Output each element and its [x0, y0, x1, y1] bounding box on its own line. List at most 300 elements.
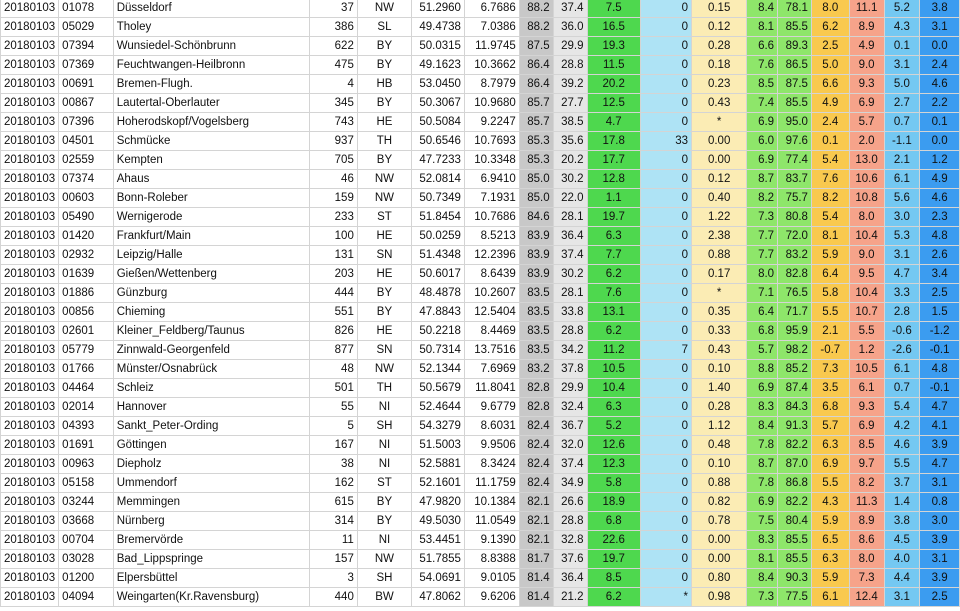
table-row [1, 246, 960, 265]
cell-value-7: 91.3 [778, 417, 812, 436]
cell-date: 20180103 [1, 398, 59, 417]
cell-date: 20180103 [1, 303, 59, 322]
cell-value-3: 17.8 [587, 132, 640, 151]
cell-value-4: 0 [640, 170, 691, 189]
cell-date: 20180103 [1, 531, 59, 550]
cell-value-9: 10.8 [849, 189, 884, 208]
cell-value-2: 36.4 [553, 227, 587, 246]
cell-value-8: 0.1 [811, 132, 849, 151]
cell-value-8: 6.6 [811, 75, 849, 94]
cell-station-name: Sankt_Peter-Ording [113, 417, 310, 436]
cell-station-name: Zinnwald-Georgenfeld [113, 341, 310, 360]
cell-longitude: 13.7516 [464, 341, 519, 360]
cell-value-3: 6.3 [587, 398, 640, 417]
cell-value-11: 3.1 [920, 550, 960, 569]
cell-value-2: 28.8 [553, 56, 587, 75]
cell-elevation: 5 [310, 417, 357, 436]
cell-longitude: 10.3662 [464, 56, 519, 75]
cell-value-3: 1.1 [587, 189, 640, 208]
cell-value-7: 95.0 [778, 113, 812, 132]
table-row [1, 284, 960, 303]
cell-date: 20180103 [1, 569, 59, 588]
cell-value-6: 7.3 [747, 208, 778, 227]
cell-value-8: -0.7 [811, 341, 849, 360]
cell-longitude: 8.8388 [464, 550, 519, 569]
cell-station-id: 02014 [59, 398, 114, 417]
cell-station-id: 01420 [59, 227, 114, 246]
cell-value-3: 12.8 [587, 170, 640, 189]
cell-elevation: 615 [310, 493, 357, 512]
cell-value-4: 7 [640, 341, 691, 360]
cell-latitude: 52.4644 [412, 398, 465, 417]
cell-value-7: 77.5 [778, 588, 812, 607]
cell-value-1: 83.5 [519, 303, 553, 322]
cell-value-9: 10.5 [849, 360, 884, 379]
cell-value-9: 5.5 [849, 322, 884, 341]
cell-longitude: 7.1931 [464, 189, 519, 208]
cell-value-2: 34.9 [553, 474, 587, 493]
cell-state: NW [357, 550, 411, 569]
cell-value-3: 7.5 [587, 0, 640, 18]
cell-value-9: 10.7 [849, 303, 884, 322]
cell-state: BY [357, 37, 411, 56]
cell-value-1: 86.4 [519, 75, 553, 94]
cell-elevation: 743 [310, 113, 357, 132]
cell-date: 20180103 [1, 56, 59, 75]
cell-value-10: 3.1 [884, 56, 920, 75]
cell-latitude: 54.0691 [412, 569, 465, 588]
cell-value-10: 5.2 [884, 0, 920, 18]
cell-state: SH [357, 569, 411, 588]
cell-value-7: 80.4 [778, 512, 812, 531]
cell-station-id: 04501 [59, 132, 114, 151]
cell-value-6: 7.6 [747, 56, 778, 75]
cell-value-10: 5.0 [884, 75, 920, 94]
cell-value-5: 0.00 [692, 550, 747, 569]
cell-value-1: 83.5 [519, 322, 553, 341]
cell-value-8: 8.2 [811, 189, 849, 208]
cell-state: TH [357, 132, 411, 151]
cell-latitude: 50.5084 [412, 113, 465, 132]
cell-state: BY [357, 512, 411, 531]
cell-value-8: 6.8 [811, 398, 849, 417]
table-row [1, 512, 960, 531]
cell-elevation: 167 [310, 436, 357, 455]
cell-value-7: 87.4 [778, 379, 812, 398]
cell-value-3: 20.2 [587, 75, 640, 94]
cell-state: ST [357, 208, 411, 227]
cell-value-5: 0.35 [692, 303, 747, 322]
cell-value-7: 97.6 [778, 132, 812, 151]
cell-value-10: 4.3 [884, 18, 920, 37]
cell-value-6: 5.7 [747, 341, 778, 360]
cell-latitude: 47.9820 [412, 493, 465, 512]
cell-elevation: 937 [310, 132, 357, 151]
cell-value-2: 36.4 [553, 569, 587, 588]
cell-value-6: 6.4 [747, 303, 778, 322]
cell-station-id: 04393 [59, 417, 114, 436]
cell-longitude: 12.2396 [464, 246, 519, 265]
cell-value-3: 6.8 [587, 512, 640, 531]
cell-value-10: 1.4 [884, 493, 920, 512]
table-row [1, 303, 960, 322]
cell-state: BY [357, 151, 411, 170]
cell-value-2: 27.7 [553, 94, 587, 113]
cell-value-5: * [692, 113, 747, 132]
cell-station-name: Ahaus [113, 170, 310, 189]
cell-value-11: 3.9 [920, 569, 960, 588]
cell-state: HE [357, 227, 411, 246]
cell-station-id: 04094 [59, 588, 114, 607]
cell-value-4: 0 [640, 208, 691, 227]
cell-value-5: 0.15 [692, 0, 747, 18]
cell-value-5: 0.80 [692, 569, 747, 588]
cell-value-2: 37.4 [553, 0, 587, 18]
cell-value-5: 1.22 [692, 208, 747, 227]
cell-value-4: 0 [640, 227, 691, 246]
cell-value-11: 3.9 [920, 436, 960, 455]
cell-longitude: 12.5404 [464, 303, 519, 322]
cell-elevation: 345 [310, 94, 357, 113]
cell-value-5: 0.00 [692, 531, 747, 550]
cell-value-10: 0.7 [884, 113, 920, 132]
cell-station-id: 01078 [59, 0, 114, 18]
cell-station-name: Ummendorf [113, 474, 310, 493]
cell-station-name: Wernigerode [113, 208, 310, 227]
cell-value-1: 82.8 [519, 398, 553, 417]
cell-value-8: 6.2 [811, 18, 849, 37]
cell-value-6: 6.9 [747, 113, 778, 132]
cell-station-id: 01639 [59, 265, 114, 284]
cell-elevation: 501 [310, 379, 357, 398]
cell-value-4: 0 [640, 322, 691, 341]
cell-value-4: * [640, 588, 691, 607]
cell-value-6: 7.1 [747, 284, 778, 303]
cell-value-11: 2.6 [920, 246, 960, 265]
cell-value-1: 83.9 [519, 227, 553, 246]
cell-station-name: Schleiz [113, 379, 310, 398]
cell-value-7: 98.2 [778, 341, 812, 360]
cell-value-3: 11.2 [587, 341, 640, 360]
cell-value-4: 0 [640, 417, 691, 436]
cell-value-5: 1.12 [692, 417, 747, 436]
cell-value-7: 87.5 [778, 75, 812, 94]
cell-value-9: 11.1 [849, 0, 884, 18]
cell-station-id: 00856 [59, 303, 114, 322]
cell-elevation: 3 [310, 569, 357, 588]
cell-value-11: 1.5 [920, 303, 960, 322]
cell-value-5: 0.00 [692, 151, 747, 170]
cell-station-id: 01766 [59, 360, 114, 379]
cell-value-6: 6.9 [747, 151, 778, 170]
cell-value-11: -0.1 [920, 379, 960, 398]
cell-longitude: 10.7686 [464, 208, 519, 227]
cell-station-name: Leipzig/Halle [113, 246, 310, 265]
cell-longitude: 11.0549 [464, 512, 519, 531]
cell-station-name: Schmücke [113, 132, 310, 151]
cell-value-9: 12.4 [849, 588, 884, 607]
cell-latitude: 54.3279 [412, 417, 465, 436]
cell-value-8: 2.1 [811, 322, 849, 341]
cell-value-2: 20.2 [553, 151, 587, 170]
cell-station-name: Memmingen [113, 493, 310, 512]
cell-value-2: 30.2 [553, 265, 587, 284]
cell-value-1: 81.4 [519, 588, 553, 607]
cell-value-5: 0.88 [692, 246, 747, 265]
cell-value-10: 3.8 [884, 512, 920, 531]
cell-value-2: 36.7 [553, 417, 587, 436]
cell-value-1: 81.7 [519, 550, 553, 569]
cell-value-5: * [692, 284, 747, 303]
cell-station-name: Nürnberg [113, 512, 310, 531]
table-row [1, 493, 960, 512]
cell-state: NW [357, 0, 411, 18]
cell-value-5: 0.43 [692, 94, 747, 113]
cell-value-7: 72.0 [778, 227, 812, 246]
cell-elevation: 314 [310, 512, 357, 531]
cell-value-1: 83.2 [519, 360, 553, 379]
cell-value-5: 0.48 [692, 436, 747, 455]
cell-value-1: 85.7 [519, 113, 553, 132]
table-row [1, 227, 960, 246]
cell-elevation: 705 [310, 151, 357, 170]
cell-state: NI [357, 455, 411, 474]
cell-elevation: 440 [310, 588, 357, 607]
cell-value-2: 34.2 [553, 341, 587, 360]
cell-value-1: 88.2 [519, 18, 553, 37]
cell-value-2: 37.6 [553, 550, 587, 569]
cell-value-3: 10.4 [587, 379, 640, 398]
cell-value-9: 10.4 [849, 227, 884, 246]
cell-value-9: 8.0 [849, 550, 884, 569]
cell-value-9: 6.1 [849, 379, 884, 398]
cell-value-10: 2.7 [884, 94, 920, 113]
cell-longitude: 10.3348 [464, 151, 519, 170]
table-row [1, 322, 960, 341]
table-row [1, 550, 960, 569]
cell-station-name: Diepholz [113, 455, 310, 474]
cell-latitude: 48.4878 [412, 284, 465, 303]
cell-latitude: 50.5679 [412, 379, 465, 398]
cell-value-1: 82.1 [519, 493, 553, 512]
cell-station-id: 01691 [59, 436, 114, 455]
cell-station-id: 00704 [59, 531, 114, 550]
cell-latitude: 50.2218 [412, 322, 465, 341]
cell-station-name: Düsseldorf [113, 0, 310, 18]
cell-station-id: 01200 [59, 569, 114, 588]
cell-value-11: 3.0 [920, 512, 960, 531]
table-row [1, 455, 960, 474]
cell-longitude: 7.0386 [464, 18, 519, 37]
cell-elevation: 877 [310, 341, 357, 360]
cell-elevation: 203 [310, 265, 357, 284]
cell-value-10: 5.4 [884, 398, 920, 417]
cell-state: SN [357, 246, 411, 265]
cell-value-8: 5.9 [811, 569, 849, 588]
cell-station-id: 07394 [59, 37, 114, 56]
cell-value-6: 6.9 [747, 379, 778, 398]
cell-value-3: 12.3 [587, 455, 640, 474]
cell-longitude: 6.9410 [464, 170, 519, 189]
table-row [1, 170, 960, 189]
cell-value-7: 82.8 [778, 265, 812, 284]
cell-value-10: 5.5 [884, 455, 920, 474]
cell-value-10: 3.7 [884, 474, 920, 493]
cell-latitude: 53.0450 [412, 75, 465, 94]
cell-value-11: 2.4 [920, 56, 960, 75]
cell-value-2: 32.4 [553, 398, 587, 417]
cell-state: SH [357, 417, 411, 436]
cell-value-2: 28.8 [553, 512, 587, 531]
cell-state: SL [357, 18, 411, 37]
cell-value-2: 35.6 [553, 132, 587, 151]
cell-date: 20180103 [1, 379, 59, 398]
cell-elevation: 157 [310, 550, 357, 569]
cell-date: 20180103 [1, 246, 59, 265]
cell-station-name: Gießen/Wettenberg [113, 265, 310, 284]
cell-value-4: 0 [640, 436, 691, 455]
cell-longitude: 11.8041 [464, 379, 519, 398]
table-row [1, 75, 960, 94]
cell-value-4: 0 [640, 94, 691, 113]
cell-elevation: 159 [310, 189, 357, 208]
cell-value-2: 33.8 [553, 303, 587, 322]
cell-state: HB [357, 75, 411, 94]
cell-longitude: 9.1390 [464, 531, 519, 550]
cell-value-1: 85.3 [519, 151, 553, 170]
cell-latitude: 51.4348 [412, 246, 465, 265]
cell-station-id: 00867 [59, 94, 114, 113]
cell-value-7: 89.3 [778, 37, 812, 56]
cell-value-11: 2.3 [920, 208, 960, 227]
cell-value-8: 5.4 [811, 151, 849, 170]
cell-value-11: 2.5 [920, 588, 960, 607]
cell-value-8: 5.9 [811, 512, 849, 531]
cell-date: 20180103 [1, 284, 59, 303]
cell-value-6: 7.3 [747, 588, 778, 607]
cell-value-11: 3.4 [920, 265, 960, 284]
cell-value-10: -0.6 [884, 322, 920, 341]
cell-value-2: 29.9 [553, 37, 587, 56]
cell-latitude: 50.3067 [412, 94, 465, 113]
table-row [1, 379, 960, 398]
cell-value-5: 0.12 [692, 18, 747, 37]
cell-date: 20180103 [1, 512, 59, 531]
table-row [1, 417, 960, 436]
cell-value-6: 7.8 [747, 474, 778, 493]
cell-value-5: 0.23 [692, 75, 747, 94]
cell-value-9: 9.0 [849, 56, 884, 75]
cell-value-6: 8.2 [747, 189, 778, 208]
cell-value-3: 6.2 [587, 588, 640, 607]
cell-station-id: 02559 [59, 151, 114, 170]
cell-value-6: 8.4 [747, 417, 778, 436]
cell-value-4: 0 [640, 379, 691, 398]
cell-value-1: 82.8 [519, 379, 553, 398]
cell-value-5: 0.12 [692, 170, 747, 189]
cell-latitude: 51.2960 [412, 0, 465, 18]
cell-value-5: 0.00 [692, 132, 747, 151]
table-row [1, 94, 960, 113]
cell-value-4: 0 [640, 284, 691, 303]
cell-value-6: 6.0 [747, 132, 778, 151]
cell-value-7: 71.7 [778, 303, 812, 322]
cell-value-9: 7.3 [849, 569, 884, 588]
cell-value-8: 6.4 [811, 265, 849, 284]
cell-value-7: 82.2 [778, 436, 812, 455]
cell-value-5: 0.88 [692, 474, 747, 493]
cell-value-7: 86.8 [778, 474, 812, 493]
cell-state: BY [357, 56, 411, 75]
cell-value-7: 86.5 [778, 56, 812, 75]
cell-latitude: 50.7314 [412, 341, 465, 360]
cell-value-6: 7.4 [747, 94, 778, 113]
cell-state: NI [357, 531, 411, 550]
cell-value-9: 6.9 [849, 94, 884, 113]
cell-value-9: 8.9 [849, 18, 884, 37]
cell-value-2: 21.2 [553, 588, 587, 607]
cell-value-4: 0 [640, 0, 691, 18]
table-row [1, 531, 960, 550]
cell-value-11: 4.6 [920, 189, 960, 208]
cell-state: ST [357, 474, 411, 493]
cell-station-id: 07369 [59, 56, 114, 75]
cell-value-8: 5.4 [811, 208, 849, 227]
cell-value-1: 82.1 [519, 531, 553, 550]
cell-value-10: 0.7 [884, 379, 920, 398]
cell-value-11: 0.0 [920, 132, 960, 151]
table-row [1, 436, 960, 455]
cell-station-name: Frankfurt/Main [113, 227, 310, 246]
cell-value-7: 90.3 [778, 569, 812, 588]
cell-date: 20180103 [1, 75, 59, 94]
cell-value-7: 83.2 [778, 246, 812, 265]
cell-value-4: 0 [640, 75, 691, 94]
cell-value-1: 86.4 [519, 56, 553, 75]
cell-value-5: 0.10 [692, 455, 747, 474]
cell-longitude: 8.4469 [464, 322, 519, 341]
cell-value-3: 6.3 [587, 227, 640, 246]
cell-latitude: 49.5030 [412, 512, 465, 531]
cell-value-3: 22.6 [587, 531, 640, 550]
cell-value-4: 0 [640, 151, 691, 170]
cell-station-name: Elpersbüttel [113, 569, 310, 588]
cell-value-7: 82.2 [778, 493, 812, 512]
cell-elevation: 233 [310, 208, 357, 227]
cell-latitude: 53.4451 [412, 531, 465, 550]
cell-station-name: Hoherodskopf/Vogelsberg [113, 113, 310, 132]
cell-latitude: 50.0259 [412, 227, 465, 246]
cell-date: 20180103 [1, 94, 59, 113]
cell-value-8: 7.6 [811, 170, 849, 189]
cell-date: 20180103 [1, 550, 59, 569]
cell-value-2: 37.4 [553, 246, 587, 265]
cell-station-name: Bremen-Flugh. [113, 75, 310, 94]
cell-station-id: 02932 [59, 246, 114, 265]
cell-station-name: Weingarten(Kr.Ravensburg) [113, 588, 310, 607]
cell-value-9: 9.5 [849, 265, 884, 284]
cell-latitude: 52.0814 [412, 170, 465, 189]
cell-value-10: 4.5 [884, 531, 920, 550]
cell-station-id: 05029 [59, 18, 114, 37]
cell-station-name: Göttingen [113, 436, 310, 455]
cell-value-6: 7.7 [747, 227, 778, 246]
cell-elevation: 826 [310, 322, 357, 341]
cell-station-id: 00691 [59, 75, 114, 94]
cell-state: NW [357, 360, 411, 379]
cell-value-4: 0 [640, 360, 691, 379]
cell-value-4: 0 [640, 455, 691, 474]
